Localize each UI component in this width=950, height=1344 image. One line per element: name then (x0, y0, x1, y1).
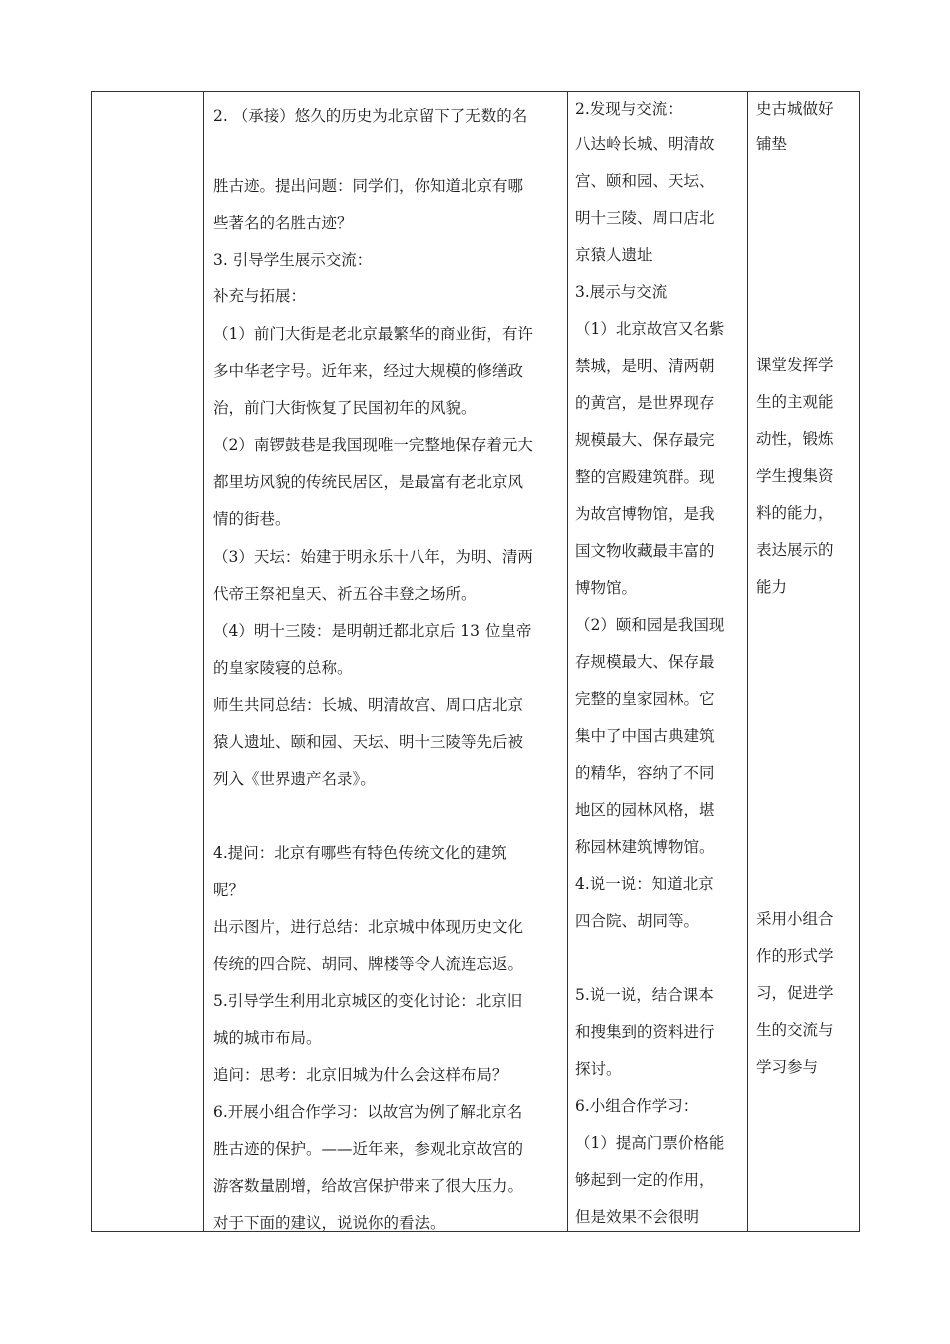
text-line: 表达展示的 (756, 541, 834, 559)
text-line: 史古城做好 (756, 100, 834, 118)
text-line: 5.说一说，结合课本 (575, 986, 714, 1004)
text-line: （2）颐和园是我国现 (575, 616, 725, 634)
text-line: 的皇家陵寝的总称。 (213, 659, 353, 677)
text-line: 的黄宫，是世界现存 (575, 394, 715, 412)
text-line: 地区的园林风格，堪 (575, 801, 715, 819)
text-line: 博物馆。 (575, 579, 638, 597)
text-line: 采用小组合 (756, 910, 834, 928)
text-line: 作的形式学 (756, 947, 834, 965)
teacher-activity-column (213, 91, 559, 1232)
table-divider (203, 91, 204, 1232)
text-line: （3）天坛：始建于明永乐十八年，为明、清两 (213, 548, 533, 566)
text-line: 存规模最大、保存最 (575, 653, 715, 671)
text-line: 和搜集到的资料进行 (575, 1023, 715, 1041)
text-line: 的精华，容纳了不同 (575, 764, 715, 782)
text-line: 列入《世界遗产名录》。 (213, 770, 376, 788)
text-line: 游客数量剧增，给故宫保护带来了很大压力。 (213, 1177, 524, 1195)
text-line: 称园林建筑博物馆。 (575, 838, 715, 856)
text-line: 禁城，是明、清两朝 (575, 357, 715, 375)
text-line: 追问：思考：北京旧城为什么会这样布局？ (213, 1066, 508, 1084)
text-line: 情的街巷。 (213, 510, 291, 528)
text-line: （2）南锣鼓巷是我国现唯一完整地保存着元大 (213, 436, 533, 454)
text-line: 够起到一定的作用， (575, 1171, 715, 1189)
text-line: 整的宫殿建筑群。现 (575, 468, 715, 486)
text-line: 5.引导学生利用北京城区的变化讨论：北京旧 (213, 992, 523, 1010)
text-line: 课堂发挥学 (756, 356, 834, 374)
table-divider (747, 91, 748, 1232)
text-line: 4.提问：北京有哪些有特色传统文化的建筑 (213, 844, 507, 862)
text-line: 四合院、胡同等。 (575, 912, 700, 930)
text-line: 传统的四合院、胡同、牌楼等令人流连忘返。 (213, 955, 524, 973)
text-line: 多中华老字号。近年来，经过大规模的修缮政 (213, 362, 524, 380)
text-line: 出示图片，进行总结：北京城中体现历史文化 (213, 918, 524, 936)
text-line: 代帝王祭祀皇天、祈五谷丰登之场所。 (213, 585, 477, 603)
text-line: （1）北京故宫又名紫 (575, 320, 725, 338)
text-line: 治，前门大街恢复了民国初年的风貌。 (213, 399, 477, 417)
text-line: 6.小组合作学习： (575, 1097, 699, 1115)
text-line: 京猿人遗址 (575, 246, 653, 264)
text-line: 集中了中国古典建筑 (575, 727, 715, 745)
text-line: 2.发现与交流： (575, 100, 683, 118)
text-line: 补充与拓展： (213, 287, 307, 305)
text-line: 都里坊风貌的传统民居区，是最富有老北京风 (213, 473, 524, 491)
text-line: 生的主观能 (756, 393, 834, 411)
text-line: 动性，锻炼 (756, 430, 834, 448)
text-line: 明十三陵、周口店北 (575, 209, 715, 227)
text-line: 学生搜集资 (756, 467, 834, 485)
text-line: 胜古迹的保护。——近年来，参观北京故宫的 (213, 1140, 524, 1158)
text-line: 城的城市布局。 (213, 1029, 322, 1047)
text-line: 能力 (756, 578, 788, 596)
text-line: 3.展示与交流 (575, 283, 668, 301)
text-line: （1）提高门票价格能 (575, 1134, 725, 1152)
text-line: 为故宫博物馆，是我 (575, 505, 715, 523)
text-line: （4）明十三陵：是明朝迁都北京后 13 位皇帝 (213, 622, 532, 640)
text-line: 学习参与 (756, 1058, 819, 1076)
text-line: 呢？ (213, 881, 245, 899)
student-activity-column (575, 91, 741, 1232)
text-line: 师生共同总结：长城、明清故宫、周口店北京 (213, 696, 524, 714)
text-line: 生的交流与 (756, 1021, 834, 1039)
text-line: 习，促进学 (756, 984, 834, 1002)
text-line: 八达岭长城、明清故 (575, 135, 715, 153)
text-line: 猿人遗址、颐和园、天坛、明十三陵等先后被 (213, 733, 524, 751)
text-line: 3. 引导学生展示交流： (213, 251, 373, 269)
text-line: 铺垫 (756, 135, 788, 153)
text-line: 胜古迹。提出问题：同学们，你知道北京有哪 (213, 177, 524, 195)
text-line: 对于下面的建议，说说你的看法。 (213, 1214, 446, 1232)
text-line: 规模最大、保存最完 (575, 431, 715, 449)
text-line: （1）前门大街是老北京最繁华的商业街，有许 (213, 325, 533, 343)
table-divider (567, 91, 568, 1232)
text-line: 料的能力， (756, 504, 834, 522)
text-line: 完整的皇家园林。它 (575, 690, 715, 708)
text-line: 宫、颐和园、天坛、 (575, 172, 715, 190)
text-line: 2. （承接）悠久的历史为北京留下了无数的名 (213, 107, 528, 125)
text-line: 6.开展小组合作学习：以故宫为例了解北京名 (213, 1103, 523, 1121)
text-line: 些著名的名胜古迹？ (213, 214, 353, 232)
text-line: 国文物收藏最丰富的 (575, 542, 715, 560)
design-intent-column (756, 91, 852, 1232)
text-line: 但是效果不会很明 (575, 1208, 700, 1226)
text-line: 探讨。 (575, 1060, 622, 1078)
text-line: 4.说一说：知道北京 (575, 875, 714, 893)
